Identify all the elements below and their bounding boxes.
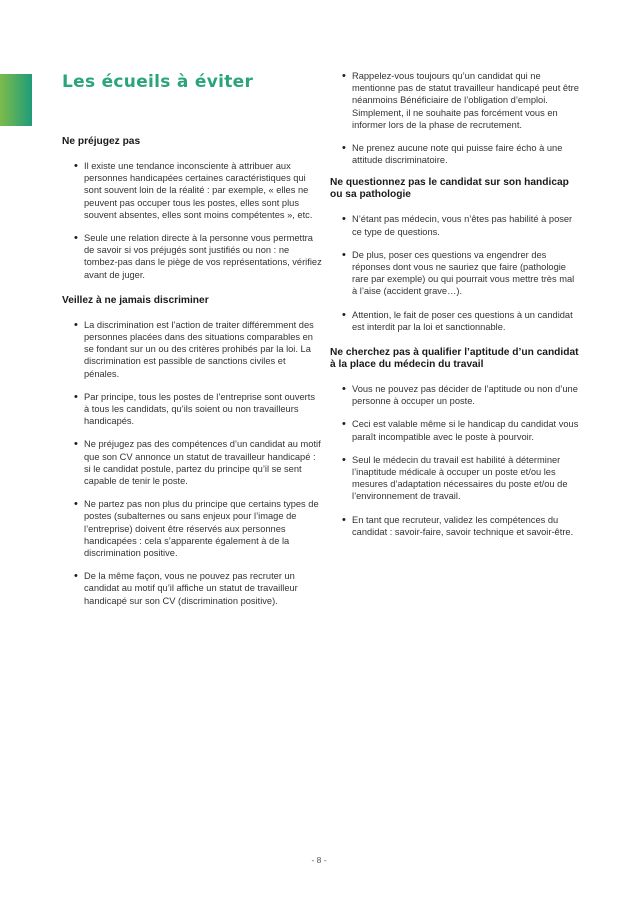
list-item: • Vous ne pouvez pas décider de l’aptitude ou non d’une personne à occuper un poste.: [330, 383, 580, 407]
list-item: • Rappelez-vous toujours qu’un candidat qui ne mentionne pas de statut travailleur handicapé peut être néanmoins Bénéficiaire de l’obligation d’emploi. Simplement, il ne souhaite pas forcément vous en informer lors de la phase de recrutement.: [330, 70, 580, 131]
list-item: • Il existe une tendance inconsciente à attribuer aux personnes handicapées certaines caractéristiques qui sont souvent loin de la réalité : par exemple, « elles ne peuvent pas occuper tous les postes, elles sont plus souvent absentes, elles sont moins compétentes », etc.: [62, 160, 322, 221]
section-heading: Ne préjugez pas: [62, 136, 141, 147]
bullet-list: [62, 319, 322, 607]
list-item: • Par principe, tous les postes de l’entreprise sont ouverts à tous les candidats, qu’ils soient ou non travailleurs handicapés.: [62, 391, 322, 428]
list-item: • Ne prenez aucune note qui puisse faire écho à une attitude discriminatoire.: [330, 142, 580, 166]
bullet-list: [330, 213, 580, 333]
green-side-tab: [0, 74, 32, 126]
list-item: • En tant que recruteur, validez les compétences du candidat : savoir-faire, savoir technique et savoir-être.: [330, 514, 580, 538]
list-item: • Attention, le fait de poser ces questions à un candidat est interdit par la loi et sanctionnable.: [330, 309, 580, 333]
list-item: • N’étant pas médecin, vous n’êtes pas habilité à poser ce type de questions.: [330, 213, 580, 237]
list-item: • Ne partez pas non plus du principe que certains types de postes (subalternes ou sans enjeux pour l’image de l’entreprise) doivent être réservés aux personnes handicapées : cela s’apparente également à de la discrimination positive.: [62, 498, 322, 559]
list-item: • Ne préjugez pas des compétences d’un candidat au motif que son CV annonce un statut de travailleur handicapé : si le candidat postule, partez du principe qu’il se sent capable de tenir le poste.: [62, 438, 322, 487]
bullet-list: [330, 383, 580, 538]
section-heading: Veillez à ne jamais discriminer: [62, 294, 209, 306]
list-item: • De plus, poser ces questions va engendrer des réponses dont vous ne sauriez que faire (pathologie rare par exemple) ou qui pourrait vous mettre très mal à l’aise (accident grave…).: [330, 249, 580, 298]
left-column: [62, 70, 322, 607]
page-title: Les écueils à éviter: [62, 72, 254, 92]
list-item: • Seule une relation directe à la personne vous permettra de savoir si vos préjugés sont justifiés ou non : ne tombez-pas dans le piège de vos représentations, vérifiez avant de juger.: [62, 232, 322, 281]
list-item: • De la même façon, vous ne pouvez pas recruter un candidat au motif qu’il affiche un statut de travailleur handicapé sur son CV (discrimination positive).: [62, 570, 322, 607]
list-item: • La discrimination est l’action de traiter différemment des personnes placées dans des situations comparables en se fondant sur un ou des critères prohibés par la loi. La discrimination est passible de sanctions civiles et pénales.: [62, 319, 322, 380]
section-heading: Ne questionnez pas le candidat sur son handicap ou sa pathologie: [330, 177, 569, 201]
right-column: [330, 70, 580, 538]
page-number: - 8 -: [311, 855, 327, 865]
bullet-list: [62, 160, 322, 281]
list-item: • Ceci est valable même si le handicap du candidat vous paraît incompatible avec le poste à pourvoir.: [330, 418, 580, 442]
section-heading: Ne cherchez pas à qualifier l’aptitude d’un candidat à la place du médecin du travail: [330, 347, 579, 371]
bullet-list: [330, 70, 580, 166]
list-item: • Seul le médecin du travail est habilité à déterminer l’inaptitude médicale à occuper un poste et/ou les mesures d’adaptation nécessaires du poste et/ou de l’environnement de travail.: [330, 454, 580, 503]
